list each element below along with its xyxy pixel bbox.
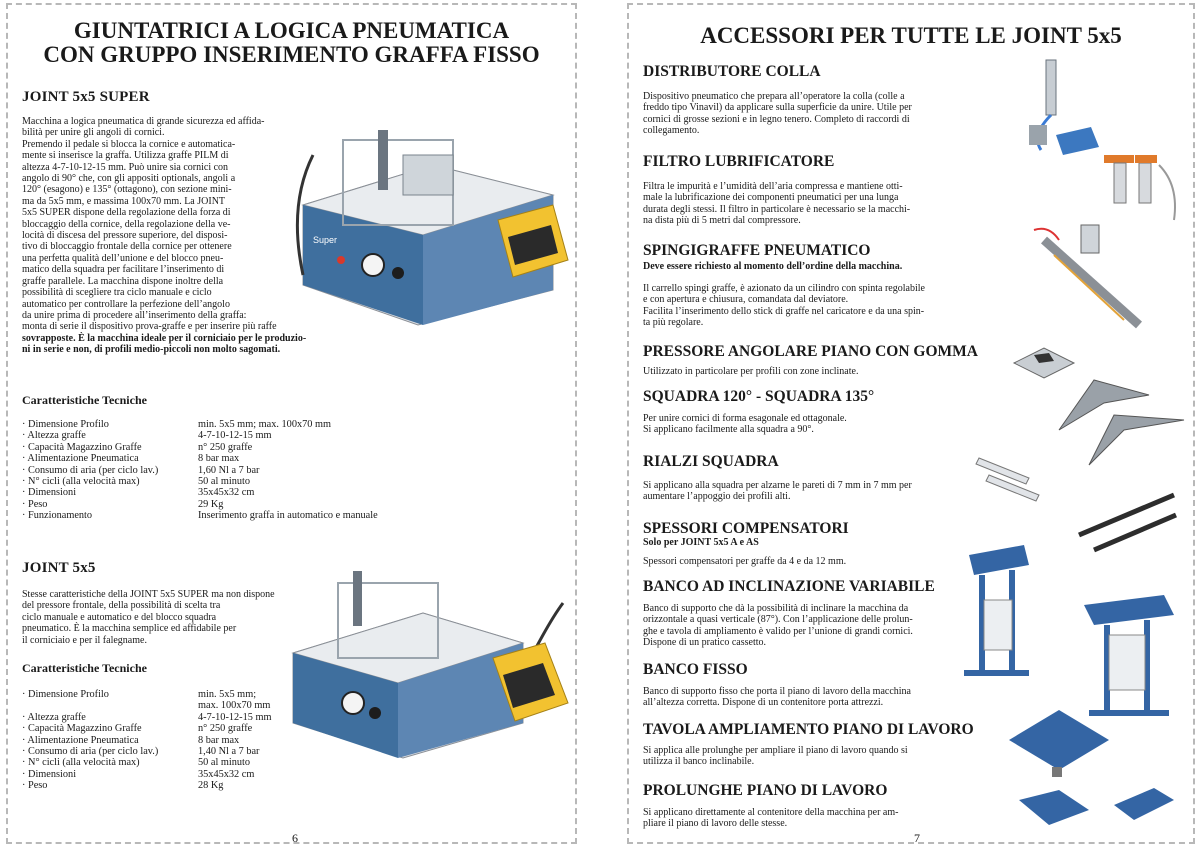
spec-value: Inserimento graffa in automatico e manuale: [198, 510, 378, 522]
desc-line: monta di serie il dispositivo prova-graffe e per inserire più raffe: [22, 321, 277, 333]
accessory-description: [643, 413, 847, 436]
desc-line: Si applica alle prolunghe per ampliare il piano di lavoro quando si: [643, 745, 908, 756]
desc-line: sovrapposte. È la macchina ideale per il corniciaio per le produzio-: [22, 332, 307, 344]
square-120-135-image: [1054, 375, 1194, 470]
spec-value: 8 bar max: [198, 734, 240, 746]
spec-label: · Capacità Magazzino Graffe: [22, 441, 142, 453]
accessory-heading: PRESSORE ANGOLARE PIANO CON GOMMA: [643, 343, 978, 360]
spec-label: · Alimentazione Pneumatica: [22, 453, 139, 465]
page-title: ACCESSORI PER TUTTE LE JOINT 5x5: [700, 23, 1122, 48]
accessory-description: [643, 480, 912, 503]
accessory-subheading: Solo per JOINT 5x5 A e AS: [643, 537, 759, 548]
desc-line: locità di discesa del pressore superiore, del disposi-: [22, 230, 228, 242]
desc-line: altezza 4-7-10-12-15 mm. Può unire sia cornici con: [22, 161, 229, 173]
accessory-heading: BANCO FISSO: [643, 661, 748, 678]
desc-line: Per unire cornici di forma esagonale ed ottagonale.: [643, 413, 847, 424]
desc-line: freddo tipo Vinavil) da applicare sulla superficie da unire. Utile per: [643, 102, 912, 114]
desc-line: cornici di grosse sezioni e in legno tenero. Completo di raccordi di: [643, 113, 910, 125]
tilting-bench-image: [954, 540, 1039, 685]
accessory-subheading: Deve essere richiesto al momento dell’ordine della macchina.: [643, 261, 903, 272]
spec-row: [22, 476, 402, 487]
desc-line: e con apertura e chiusura, comandata dal deviatore.: [643, 294, 849, 306]
spec-row: [22, 780, 322, 791]
extension-table-image: [1004, 705, 1114, 785]
spec-value: min. 5x5 mm; max. 100x70 mm: [198, 419, 331, 430]
spec-value: 4-7-10-12-15 mm: [198, 430, 272, 442]
desc-line: matico della squadra per facilitare l’inserimento di: [22, 264, 225, 276]
specs-heading-super: Caratteristiche Tecniche: [22, 393, 147, 407]
square-risers-image: [974, 450, 1044, 505]
section-heading-joint-super: JOINT 5x5 SUPER: [22, 89, 150, 105]
desc-line: pneumatico. È la macchina semplice ed affidabile per: [22, 623, 237, 635]
spec-label: · Consumo di aria (per ciclo lav.): [22, 464, 159, 476]
desc-line: male la lubrificazione dei componenti pneumatici per una lunga: [643, 192, 899, 204]
left-page: [6, 3, 577, 844]
spec-value: 1,60 Nl a 7 bar: [198, 464, 260, 476]
spec-row: [22, 430, 402, 441]
right-page: [627, 3, 1195, 844]
machine-label: Super: [313, 235, 338, 245]
spec-row: [22, 735, 322, 746]
desc-line: ciclo manuale e automatico e del blocco squadra: [22, 611, 217, 623]
spec-label: · Altezza graffe: [22, 711, 86, 723]
spec-label: · Dimensione Profilo: [22, 689, 109, 700]
accessory-heading: SQUADRA 120° - SQUADRA 135°: [643, 388, 875, 405]
desc-line: pliare il piano di lavoro delle stesse.: [643, 818, 788, 830]
desc-line: del pressore frontale, della possibilità di scelta tra: [22, 600, 221, 612]
accessory-description: [643, 686, 911, 709]
desc-line: Banco di supporto che dà la possibilità di inclinare la macchina da: [643, 603, 909, 614]
desc-line: ta più regolare.: [643, 316, 704, 328]
spec-row: [22, 510, 402, 521]
spec-row: [22, 712, 322, 723]
desc-line: 5x5 SUPER dispone della regolazione della forza di: [22, 207, 231, 219]
spec-row: [22, 419, 402, 430]
desc-line: Premendo il pedale si blocca la cornice e automatica-: [22, 138, 236, 150]
spec-label: · Dimensione Profilo: [22, 419, 109, 430]
spec-row: [22, 746, 322, 757]
desc-line: Filtra le impurità e l’umidità dell’aria compressa e mantiene otti-: [643, 181, 903, 192]
spec-row: [22, 487, 402, 498]
spec-value: n° 250 graffe: [198, 441, 253, 453]
filter-lubricator-image: [1099, 145, 1189, 225]
accessory-description: [643, 91, 912, 136]
desc-line: tivo di bloccaggio frontale della cornice per ottenere: [22, 241, 232, 253]
specs-heading-joint: Caratteristiche Tecniche: [22, 661, 147, 675]
spec-row: [22, 442, 402, 453]
spec-row: [22, 723, 322, 734]
accessory-heading: SPESSORI COMPENSATORI: [643, 520, 849, 537]
accessory-heading: PROLUNGHE PIANO DI LAVORO: [643, 782, 888, 799]
specs-table-super: [22, 419, 402, 522]
joint-super-description: [22, 116, 306, 356]
spec-label: · Peso: [22, 780, 48, 792]
accessory-heading: TAVOLA AMPLIAMENTO PIANO DI LAVORO: [643, 721, 974, 738]
spec-row: [22, 769, 322, 780]
page-number: 7: [906, 831, 928, 844]
accessory-description: [643, 603, 913, 648]
spec-value: n° 250 graffe: [198, 723, 253, 735]
desc-line: utilizza il banco inclinabile.: [643, 756, 755, 768]
accessory-description: [643, 181, 910, 226]
spec-label: · Consumo di aria (per ciclo lav.): [22, 745, 159, 757]
accessory-heading: SPINGIGRAFFE PNEUMATICO: [643, 242, 871, 259]
joint-machine-image: [283, 563, 573, 763]
desc-line: Utilizzato in particolare per profili con zone inclinate.: [643, 366, 859, 377]
spec-label: · N° cicli (alla velocità max): [22, 757, 140, 769]
desc-line: bilità per unire gli angoli di cornici.: [22, 127, 165, 139]
desc-line: bloccaggio della cornice, della regolazione della ve-: [22, 218, 231, 230]
spec-value: 8 bar max: [198, 453, 240, 465]
spec-value: max. 100x70 mm: [198, 700, 271, 712]
desc-line: Si applicano facilmente alla squadra a 90°.: [643, 424, 814, 436]
accessory-description: [643, 807, 898, 830]
page-title: [8, 19, 575, 67]
desc-line: Si applicano direttamente al contenitore della macchina per am-: [643, 807, 899, 818]
spec-value: 35x45x32 cm: [198, 487, 255, 499]
desc-line: una perfetta qualità dell’unione e del blocco pneu-: [22, 252, 224, 264]
spec-value: 4-7-10-12-15 mm: [198, 711, 272, 723]
glue-dispenser-image: [1021, 55, 1111, 160]
desc-line: ghe e tavola di ampliamento è valido per l’unione di grandi cornici.: [643, 625, 913, 637]
spec-label: · Capacità Magazzino Graffe: [22, 723, 142, 735]
spec-value: 1,40 Nl a 7 bar: [198, 745, 260, 757]
spec-label: · N° cicli (alla velocità max): [22, 475, 140, 487]
spec-label: · Peso: [22, 498, 48, 510]
desc-line: 120° (esagono) e 135° (ottagono), con sezione mini-: [22, 184, 232, 196]
desc-line: orizzontale a quasi verticale (87°). Con l’applicazione delle prolun-: [643, 614, 913, 626]
desc-line: ni in serie e non, di profili medio-piccoli non molto sagomati.: [22, 344, 281, 356]
desc-line: possibilità di scegliere tra ciclo manuale e ciclo: [22, 287, 212, 299]
spec-row: [22, 465, 402, 476]
spec-value: 28 Kg: [198, 780, 224, 792]
spec-row: [22, 689, 322, 700]
desc-line: automatico per controllare la perfezione dell’angolo: [22, 298, 230, 310]
accessory-heading: BANCO AD INCLINAZIONE VARIABILE: [643, 578, 935, 595]
spec-label: · Alimentazione Pneumatica: [22, 734, 139, 746]
spec-value: 29 Kg: [198, 498, 224, 510]
spec-label: · Altezza graffe: [22, 430, 86, 442]
desc-line: Spessori compensatori per graffe da 4 e da 12 mm.: [643, 556, 847, 567]
spec-label: · Dimensioni: [22, 487, 77, 499]
accessory-description: [643, 745, 908, 768]
spec-label: · Dimensioni: [22, 768, 77, 780]
accessory-heading: FILTRO LUBRIFICATORE: [643, 153, 835, 170]
spec-row: [22, 453, 402, 464]
desc-line: all’altezza corretta. Dispone di un contenitore porta attrezzi.: [643, 697, 884, 709]
desc-line: Dispone di un pratico cassetto.: [643, 636, 767, 648]
worktop-extensions-image: [1014, 780, 1184, 835]
accessory-heading: DISTRIBUTORE COLLA: [643, 63, 821, 80]
spec-value: 35x45x32 cm: [198, 768, 255, 780]
accessory-description: [643, 283, 925, 328]
desc-line: angolo di 90° che, con gli appositi optionals, angoli a: [22, 173, 236, 185]
title-line-1: GIUNTATRICI A LOGICA PNEUMATICA: [73, 18, 510, 43]
joint-description: [22, 589, 275, 646]
staple-pusher-image: [1029, 220, 1154, 340]
spec-value: min. 5x5 mm;: [198, 689, 257, 700]
specs-table-joint: [22, 689, 322, 792]
desc-line: Si applicano alla squadra per alzarne le pareti di 7 mm in 7 mm per: [643, 480, 912, 491]
spec-label: · Funzionamento: [22, 510, 93, 522]
accessory-description: [643, 366, 858, 377]
desc-line: Il carrello spingi graffe, è azionato da un cilindro con spinta regolabile: [643, 283, 925, 294]
desc-line: da unire prima di procedere all’inserimento della graffa:: [22, 309, 247, 321]
desc-line: Stesse caratteristiche della JOINT 5x5 SUPER ma non dispone: [22, 589, 275, 600]
desc-line: graffe parallele. La macchina dispone inoltre della: [22, 275, 224, 287]
desc-line: collegamento.: [643, 124, 700, 136]
section-heading-joint: JOINT 5x5: [22, 560, 96, 576]
accessory-heading: RIALZI SQUADRA: [643, 453, 779, 470]
spec-value: 50 al minuto: [198, 757, 251, 769]
desc-line: durata degli stessi. Il filtro in particolare è necessario se la macchi-: [643, 203, 911, 215]
desc-line: Banco di supporto fisso che porta il piano di lavoro della macchina: [643, 686, 911, 697]
desc-line: il corniciaio e per il falegname.: [22, 634, 147, 646]
desc-line: ma da 5x5 mm, e massima 100x70 mm. La JOINT: [22, 195, 226, 207]
accessory-description: [643, 556, 846, 567]
desc-line: Dispositivo pneumatico che prepara all’operatore la colla (colle a: [643, 91, 905, 102]
spec-row: [22, 499, 402, 510]
desc-line: na dista più di 5 metri dal compressore.: [643, 214, 801, 226]
desc-line: Macchina a logica pneumatica di grande sicurezza ed affida-: [22, 116, 265, 127]
desc-line: Facilita l’inserimento dello stick di graffe nel caricatore e da una spin-: [643, 305, 925, 317]
compensating-shims-image: [1074, 490, 1179, 555]
spec-row: [22, 757, 322, 768]
joint-super-machine-image: [283, 125, 573, 330]
desc-line: aumentare l’appoggio dei profili alti.: [643, 491, 791, 503]
spec-value: 50 al minuto: [198, 475, 251, 487]
desc-line: mente si inserisce la graffa. Utilizza graffe PILM di: [22, 150, 229, 162]
page-number: 6: [284, 831, 306, 844]
title-line-2: CON GRUPPO INSERIMENTO GRAFFA FISSO: [43, 42, 540, 67]
spec-row: [22, 700, 322, 711]
